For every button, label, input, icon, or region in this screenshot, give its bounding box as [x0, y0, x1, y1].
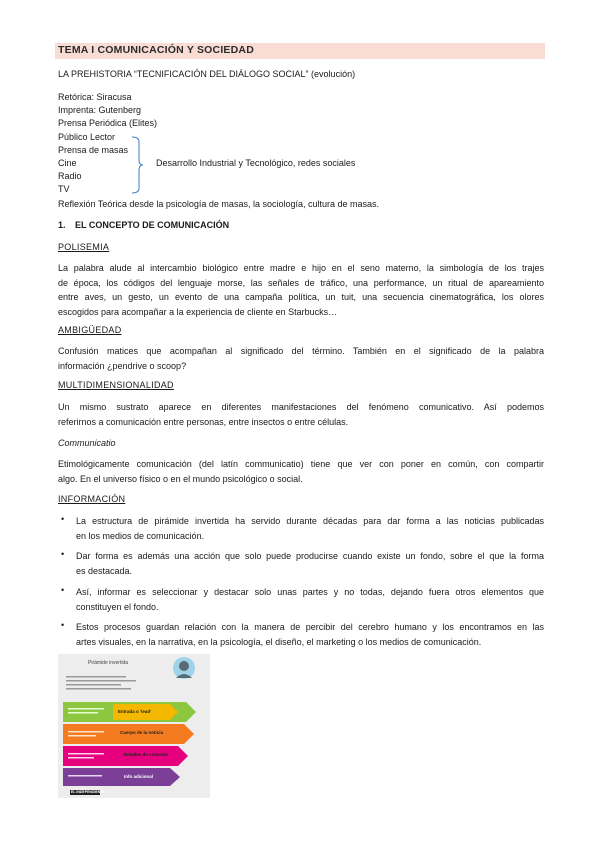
inverted-pyramid-infographic [58, 654, 210, 798]
text-line: artes visuales, en la narrativa, en la psicología, el diseño, el marketing o los medios de comunicación. [76, 636, 482, 647]
infographic-step-4: Info adicional [124, 774, 154, 779]
multidimensionalidad-heading: MULTIDIMENSIONALIDAD [58, 380, 174, 390]
text-line: escogidos para acompañar a la experiencia de cliente en Starbucks… [58, 306, 338, 317]
section-number: 1. [58, 220, 66, 230]
text-line: Confusión matices que acompañan al significado del término. También en el significado de la palabra [58, 346, 544, 356]
infographic-step-1: Entrada o 'lead' [118, 709, 152, 714]
text-line: entre aves, un gesto, un evento de una campaña política, un tuit, una secuencia cinematográfica, los olores [58, 292, 544, 302]
page-title: TEMA I COMUNICACIÓN Y SOCIEDAD [58, 44, 254, 56]
text-line: algo. En el universo físico o en el mundo psicológico o social. [58, 473, 303, 484]
text-line: Así, informar es seleccionar y destacar solo unas partes y no todas, dejando fuera otros elementos que [76, 587, 544, 597]
bullet-icon: • [61, 549, 65, 559]
text-line: La palabra alude al intercambio biológico entre madre e hijo en el seno materno, la simbología de los trajes [58, 263, 544, 273]
list-item-prensa-periodica: Prensa Periódica (Elites) [58, 118, 158, 128]
text-line: de época, los códigos del lenguaje morse, las señales de tráfico, una performance, un ritual de apareamiento [58, 277, 544, 288]
text-line: Etimológicamente comunicación (del latín communicatio) tiene que ver con poner en común, con compartir [58, 459, 544, 469]
multidimensionalidad-paragraph [58, 400, 544, 429]
list-item-imprenta: Imprenta: Gutenberg [58, 105, 142, 115]
list-item-publico: Público Lector [58, 132, 116, 142]
bullet-item [76, 620, 544, 649]
polisemia-heading: POLISEMIA [58, 242, 110, 252]
infographic-brand: EL INDEPENDIENTE [71, 790, 105, 794]
ambiguedad-heading: AMBIGÜEDAD [58, 325, 122, 335]
bullet-item [76, 585, 544, 614]
bullet-icon: • [61, 514, 65, 524]
text-line: es destacada. [76, 565, 133, 576]
polisemia-paragraph [58, 261, 544, 319]
curly-brace-icon [131, 136, 143, 194]
informacion-heading: INFORMACIÓN [58, 494, 126, 504]
prehistoria-heading: LA PREHISTORIA “TECNIFICACIÓN DEL DIÁLOGO SOCIAL” (evolución) [58, 69, 356, 79]
bullet-icon: • [61, 620, 65, 630]
list-item-prensa-masas: Prensa de masas [58, 145, 129, 155]
list-item-cine: Cine [58, 158, 77, 168]
list-item-tv: TV [58, 184, 70, 194]
bullet-icon: • [61, 585, 65, 595]
text-line: La estructura de pirámide invertida ha servido durante décadas para dar forma a las noticias publicadas [76, 516, 544, 526]
infographic-step-2: Cuerpo de la noticia [120, 730, 164, 735]
text-line: Un mismo sustrato aparece en diferentes manifestaciones del fenómeno comunicativo. Así podemos [58, 402, 544, 412]
text-line: referirnos a comunicación entre personas, entre insectos o entre células. [58, 416, 349, 427]
text-line: Dar forma es además una acción que solo puede producirse cuando existe un fondo, sobre el que la forma [76, 551, 544, 561]
text-line: información ¿pendrive o scoop? [58, 360, 187, 371]
reflexion-text: Reflexión Teórica desde la psicología de masas, la sociología, cultura de masas. [58, 199, 380, 209]
list-item-retorica: Retórica: Siracusa [58, 92, 132, 102]
communicatio-heading: Communicatio [58, 438, 116, 448]
communicatio-paragraph [58, 457, 544, 486]
text-line: Estos procesos guardan relación con la manera de percibir del cerebro humano y los encontramos en las [76, 622, 544, 632]
bullet-item [76, 514, 544, 543]
brace-note: Desarrollo Industrial y Tecnológico, redes sociales [156, 158, 356, 168]
ambiguedad-paragraph [58, 344, 544, 373]
infographic-step-3: Detalles de contexto [124, 752, 168, 757]
text-line: constituyen el fondo. [76, 601, 159, 612]
text-line: en los medios de comunicación. [76, 530, 205, 541]
bullet-item [76, 549, 544, 578]
section-title: EL CONCEPTO DE COMUNICACIÓN [75, 220, 230, 230]
list-item-radio: Radio [58, 171, 82, 181]
infographic-title: Pirámide invertida [88, 660, 129, 666]
